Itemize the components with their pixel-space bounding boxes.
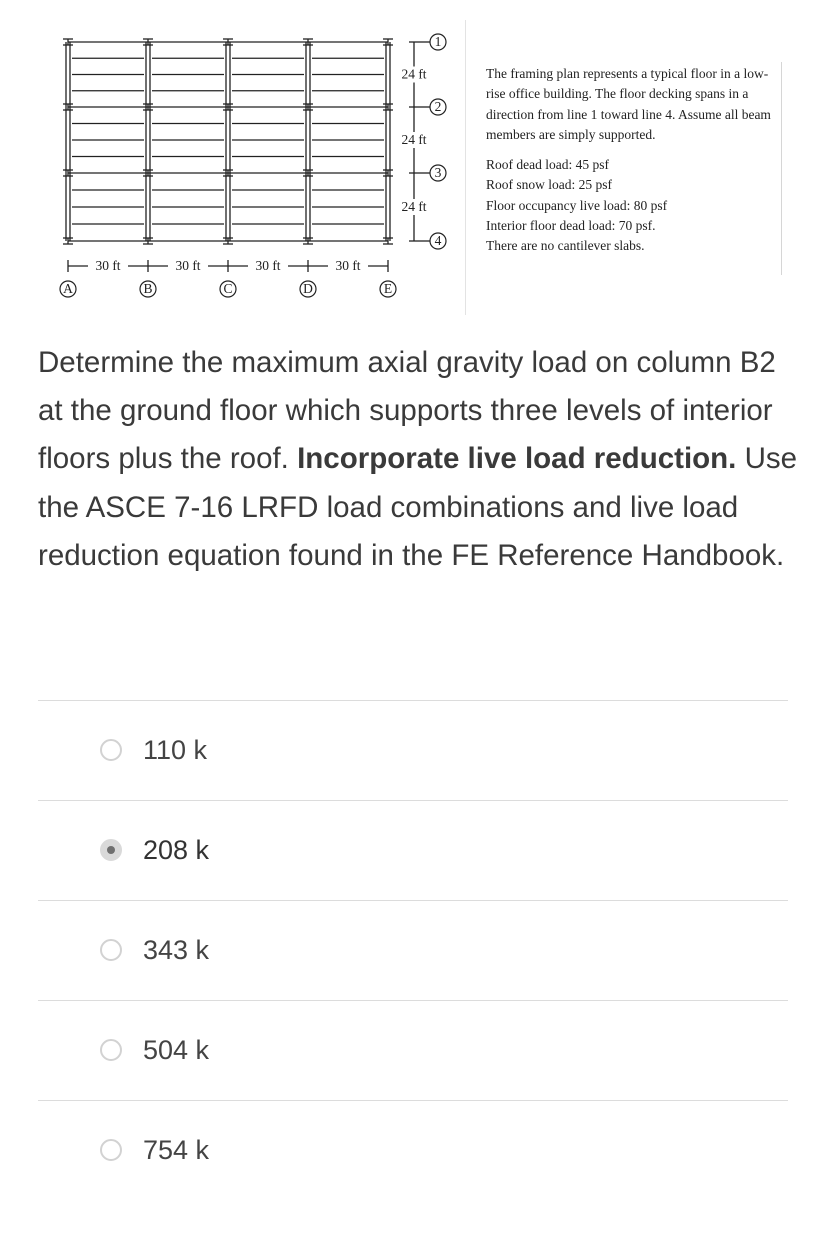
- column-bubble-label: A: [63, 281, 73, 296]
- column-bubble-label: E: [383, 281, 393, 296]
- question-text: [38, 339, 798, 580]
- framing-plan-figure: [0, 0, 827, 320]
- row-bubble-label: 3: [434, 165, 442, 180]
- span-dimension-label: 30 ft: [95, 258, 121, 273]
- choice-343k[interactable]: [38, 900, 788, 1000]
- choice-110k[interactable]: [38, 700, 788, 800]
- span-dimension-label: 30 ft: [335, 258, 361, 273]
- question-part1: Determine the maximum axial gravity load on column B2 at the ground floor which supports three levels of interior floors plus the roof.: [38, 346, 776, 476]
- answer-choices: [38, 700, 788, 1200]
- radio-button[interactable]: [100, 1039, 122, 1061]
- column-bubble-label: D: [303, 281, 313, 296]
- radio-button-selected[interactable]: [100, 839, 122, 861]
- figure-divider: [465, 20, 466, 315]
- choice-754k[interactable]: [38, 1100, 788, 1200]
- bay-dimension-label: 24 ft: [401, 66, 427, 82]
- choice-label: 504 k: [143, 1035, 210, 1065]
- radio-button[interactable]: [100, 939, 122, 961]
- column-bubble-label: C: [223, 281, 233, 296]
- choice-label: 208 k: [143, 835, 210, 865]
- column-bubble-label: B: [143, 281, 153, 296]
- bay-dimension-label: 24 ft: [401, 199, 427, 214]
- note-roof-dead-load: Roof dead load: 45 psf: [486, 157, 609, 173]
- note-floor-dead-load: Interior floor dead load: 70 psf.: [486, 218, 656, 234]
- row-bubble-label: 2: [434, 99, 442, 114]
- bay-dimension-label: 24 ft: [401, 132, 427, 147]
- choice-208k[interactable]: [38, 800, 788, 900]
- span-dimension-label: 30 ft: [175, 258, 201, 273]
- span-dimension-label: 30 ft: [255, 258, 281, 273]
- notes-border: [781, 62, 782, 275]
- radio-button[interactable]: [100, 1139, 122, 1161]
- radio-button[interactable]: [100, 739, 122, 761]
- note-floor-live-load: Floor occupancy live load: 80 psf: [486, 197, 668, 213]
- note-roof-snow-load: Roof snow load: 25 psf: [486, 177, 612, 193]
- row-bubble-label: 1: [434, 34, 442, 49]
- choice-label: 754 k: [143, 1135, 210, 1165]
- choice-label: 110 k: [143, 735, 208, 765]
- note-cantilever: There are no cantilever slabs.: [486, 238, 645, 254]
- row-bubble-label: 4: [434, 233, 442, 248]
- framing-plan-notes: [486, 64, 782, 257]
- question-part2: Use the ASCE 7-16 LRFD load combinations and live load reduction equation found in the FE Reference Handbook.: [38, 442, 798, 572]
- notes-description: The framing plan represents a typical floor in a low-rise office building. The floor decking spans in a direction from line 1 toward line 4. Assume all beam members are simply supported.: [486, 66, 771, 142]
- question-bold: Incorporate live load reduction.: [297, 442, 737, 476]
- choice-label: 343 k: [143, 935, 210, 965]
- framing-plan-diagram: [0, 0, 465, 320]
- choice-504k[interactable]: [38, 1000, 788, 1100]
